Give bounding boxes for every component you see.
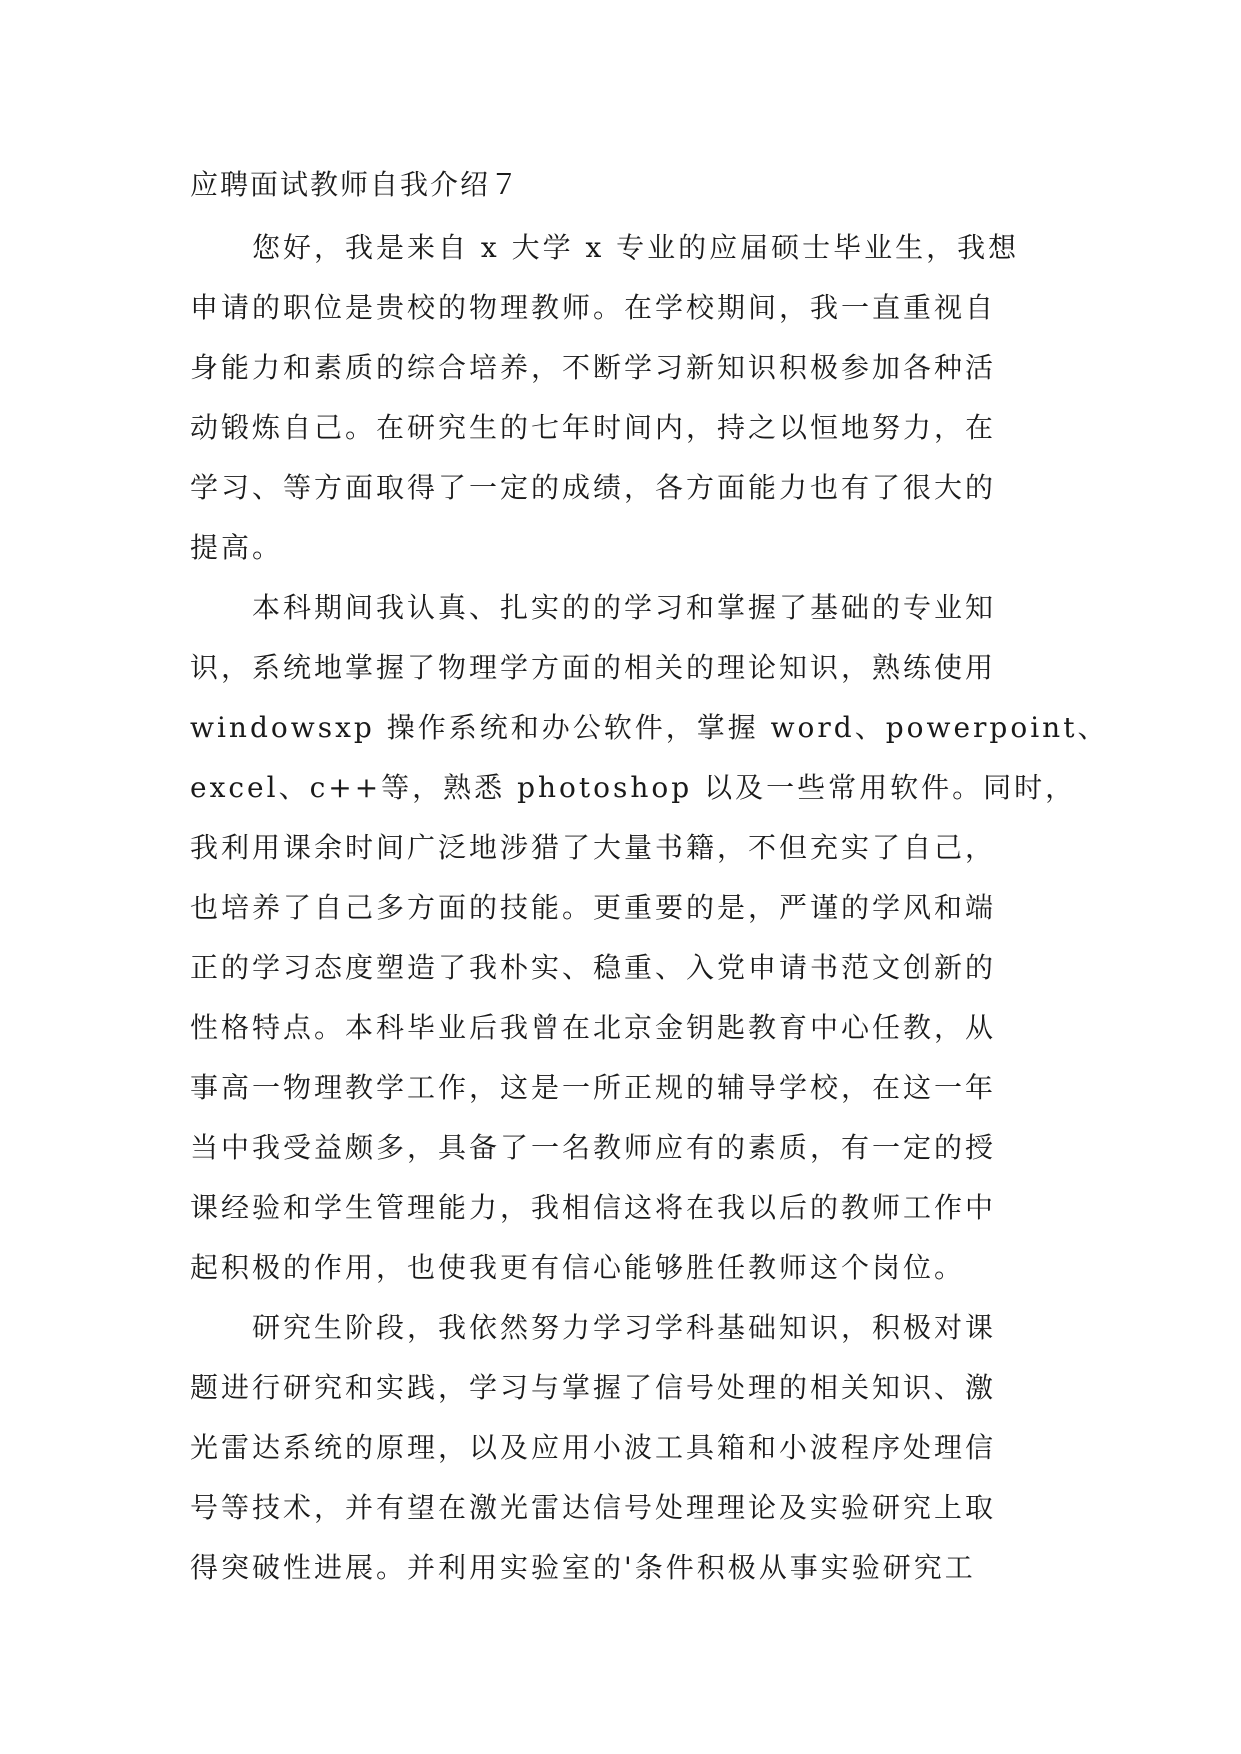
- text-line: 题进行研究和实践，学习与掌握了信号处理的相关知识、激: [190, 1371, 997, 1404]
- text-line: 得突破性进展。并利用实验室的'条件积极从事实验研究工: [190, 1551, 976, 1584]
- paragraph-3: [190, 1298, 1050, 1598]
- text-line: 研究生阶段，我依然努力学习学科基础知识，积极对课: [252, 1311, 997, 1344]
- text-line: 识，系统地掌握了物理学方面的相关的理论知识，熟练使用: [190, 651, 997, 684]
- text-line: 光雷达系统的原理，以及应用小波工具箱和小波程序处理信: [190, 1431, 997, 1464]
- text-line: 当中我受益颇多，具备了一名教师应有的素质，有一定的授: [190, 1131, 997, 1164]
- text-line: excel、c++等，熟悉 photoshop 以及一些常用软件。同时，: [190, 771, 1077, 804]
- text-line: 事高一物理教学工作，这是一所正规的辅导学校，在这一年: [190, 1071, 997, 1104]
- text-line: 本科期间我认真、扎实的的学习和掌握了基础的专业知: [252, 591, 997, 624]
- text-line: 学习、等方面取得了一定的成绩，各方面能力也有了很大的: [190, 471, 997, 504]
- text-line: 号等技术，并有望在激光雷达信号处理理论及实验研究上取: [190, 1491, 997, 1524]
- paragraph-1: [190, 218, 1050, 578]
- text-line: 申请的职位是贵校的物理教师。在学校期间，我一直重视自: [190, 291, 997, 324]
- text-line: 提高。: [190, 531, 284, 564]
- text-line: 也培养了自己多方面的技能。更重要的是，严谨的学风和端: [190, 891, 997, 924]
- text-line: 课经验和学生管理能力，我相信这将在我以后的教师工作中: [190, 1191, 997, 1224]
- text-line: 性格特点。本科毕业后我曾在北京金钥匙教育中心任教，从: [190, 1011, 997, 1044]
- text-line: 我利用课余时间广泛地涉猎了大量书籍，不但充实了自己，: [190, 831, 997, 864]
- text-line: 起积极的作用，也使我更有信心能够胜任教师这个岗位。: [190, 1251, 966, 1284]
- document-body: [190, 218, 1109, 1598]
- paragraph-2: [190, 578, 1109, 1298]
- text-line: windowsxp 操作系统和办公软件，掌握 word、powerpoint、: [190, 711, 1109, 744]
- text-line: 您好，我是来自 x 大学 x 专业的应届硕士毕业生，我想: [252, 231, 1020, 264]
- document-title: 应聘面试教师自我介绍７: [190, 168, 521, 201]
- text-line: 动锻炼自己。在研究生的七年时间内，持之以恒地努力，在: [190, 411, 997, 444]
- text-line: 正的学习态度塑造了我朴实、稳重、入党申请书范文创新的: [190, 951, 997, 984]
- text-line: 身能力和素质的综合培养，不断学习新知识积极参加各种活: [190, 351, 997, 384]
